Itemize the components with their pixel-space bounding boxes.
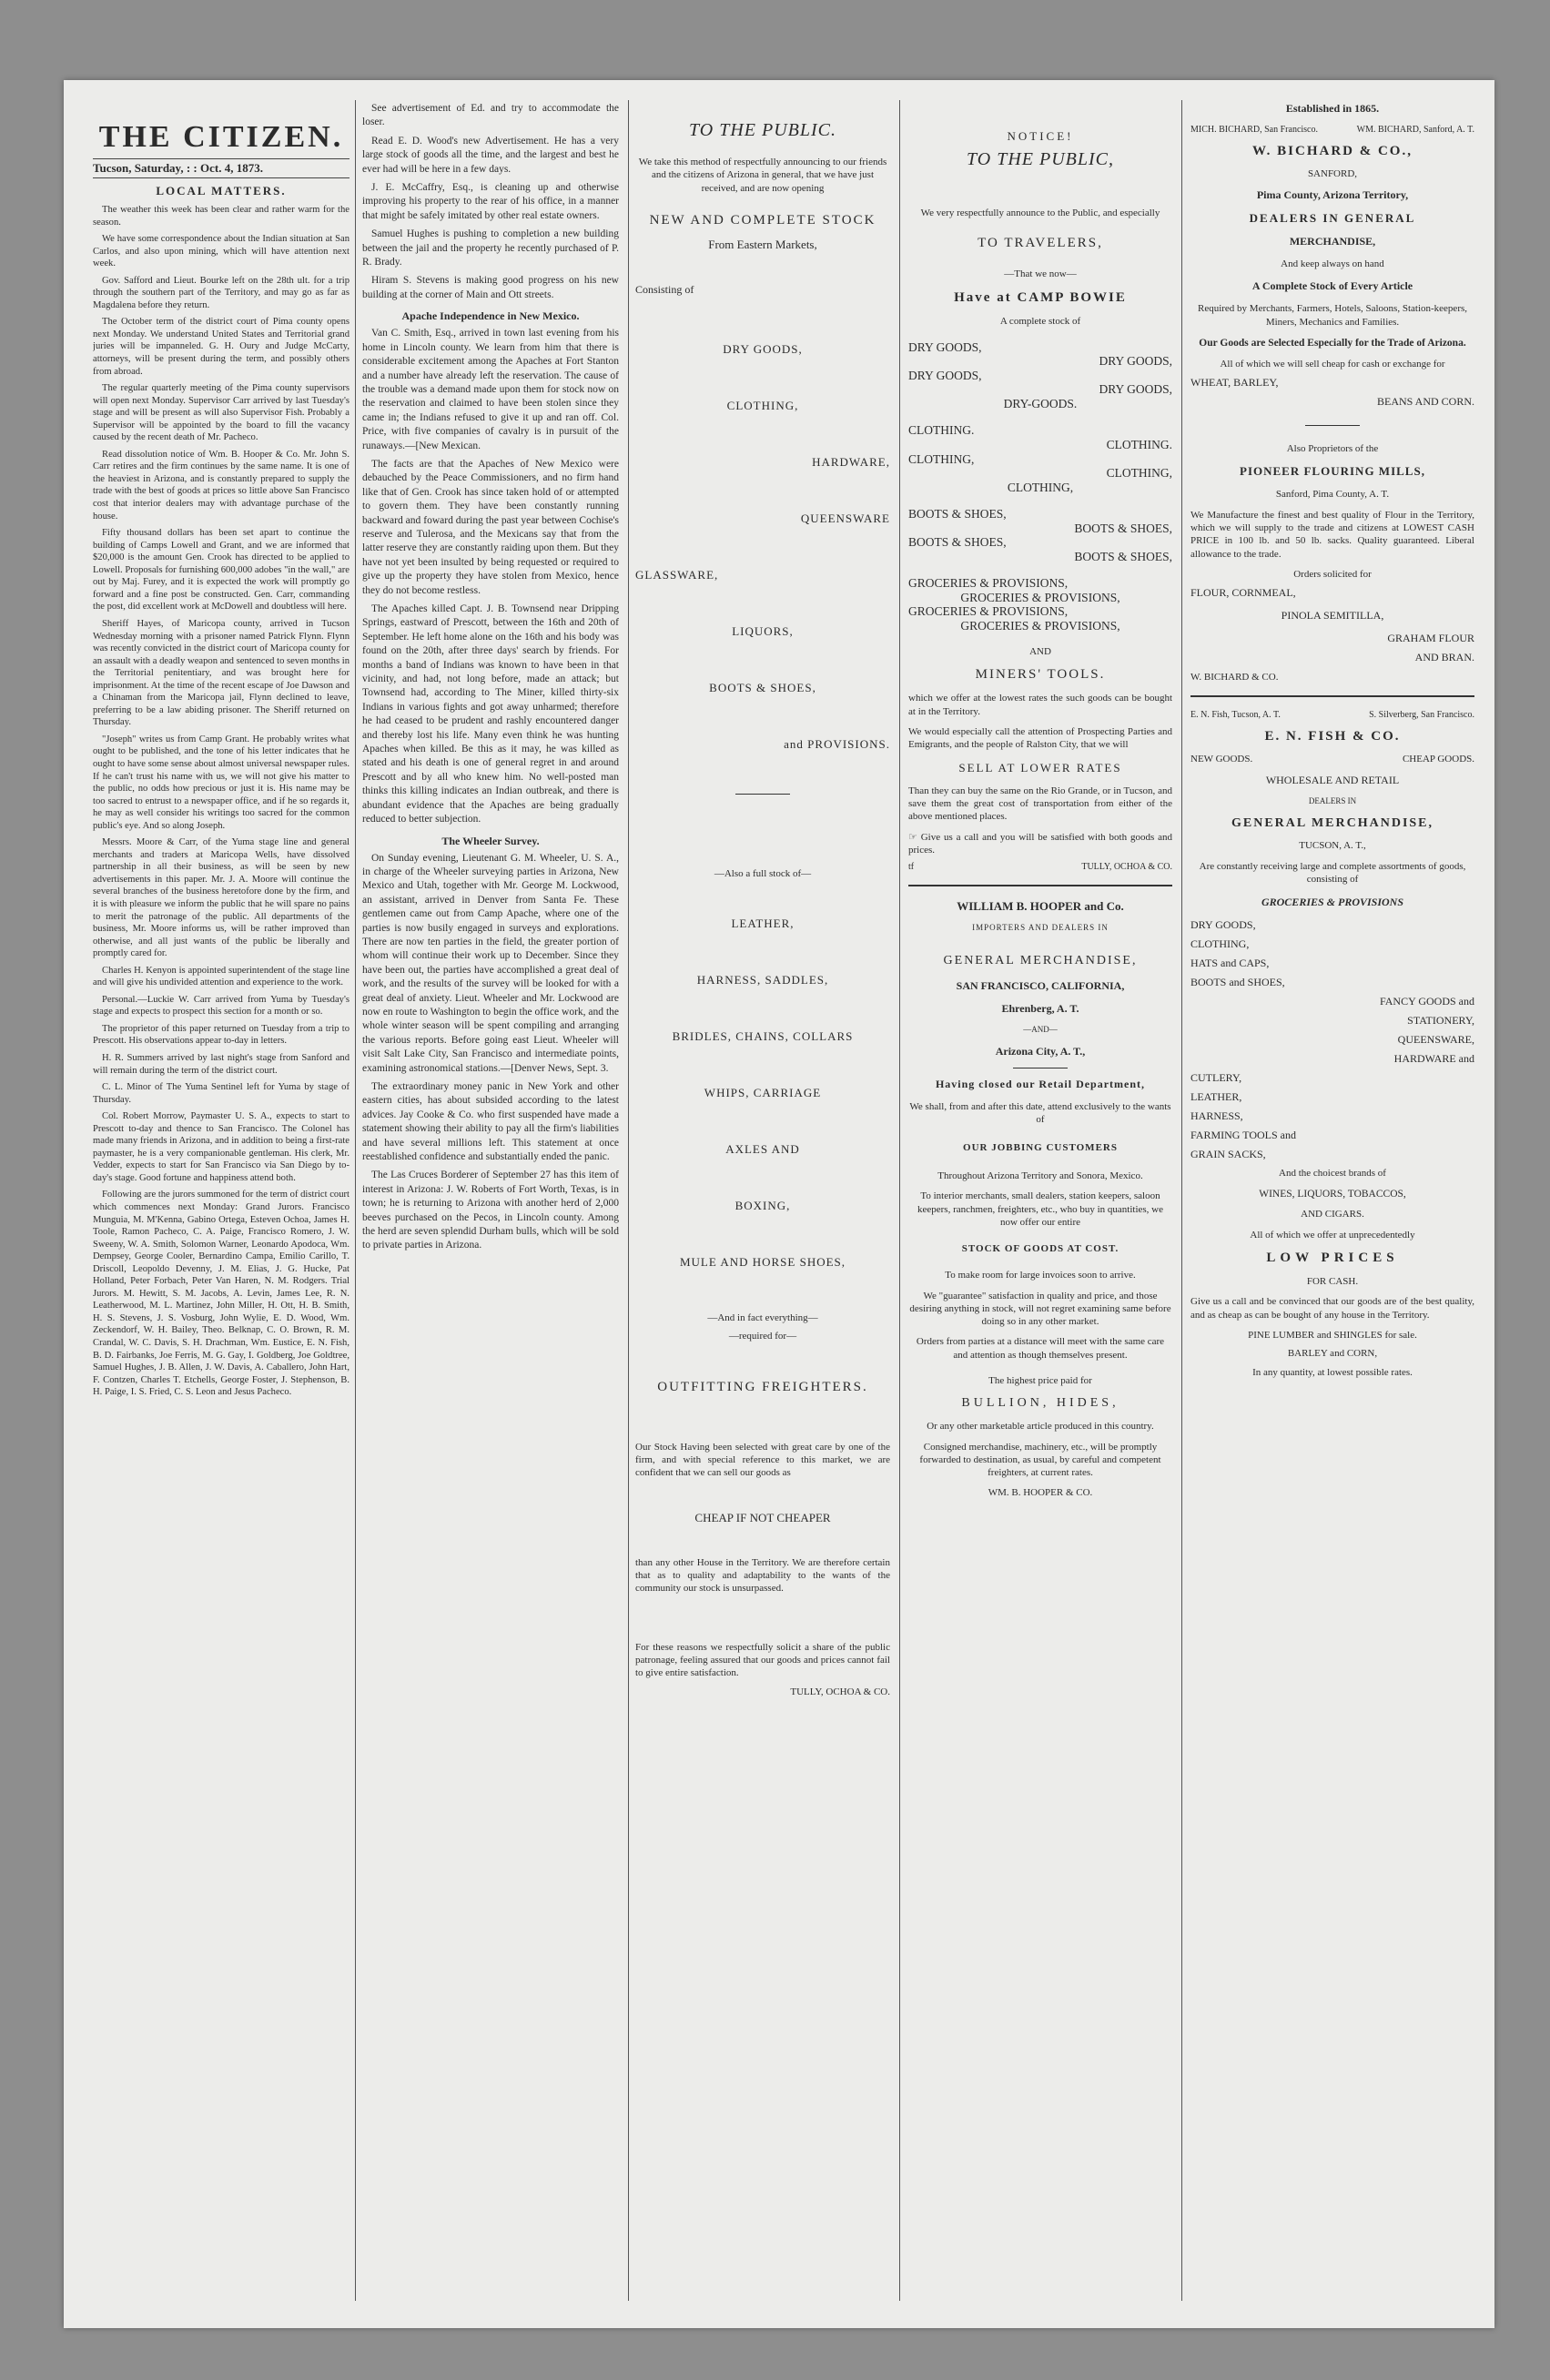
repeated-goods-line: DRY GOODS,	[1099, 382, 1172, 397]
local-item: Personal.—Luckie W. Carr arrived from Yuma by Tuesday's stage and expects to prospect this section for a month or so.	[93, 994, 350, 1018]
hooper-ehrenberg: Ehrenberg, A. T.	[1001, 1001, 1079, 1015]
fish-pine: PINE LUMBER and SHINGLES for sale.	[1248, 1330, 1417, 1342]
bichard-established: Established in 1865.	[1285, 102, 1380, 115]
repeated-goods-line: BOOTS & SHOES,	[1074, 521, 1172, 535]
goods-item: GLASSWARE,	[635, 567, 719, 582]
goods-item: BOOTS & SHOES,	[709, 680, 816, 694]
goods-item: BOOTS and SHOES,	[1190, 975, 1285, 988]
hooper-arizona-city: Arizona City, A. T.,	[995, 1044, 1086, 1058]
notice-give: ☞ Give us a call and you will be satisfied with both goods and prices.	[908, 831, 1172, 856]
goods-item: GRAIN SACKS,	[1190, 1147, 1266, 1160]
bichard-required: Required by Merchants, Farmers, Hotels, Saloons, Station-keepers, Miners, Mechanics and Families.	[1197, 303, 1468, 328]
fish-quantity: In any quantity, at lowest possible rates.	[1252, 1366, 1413, 1378]
bichard-firm: W. BICHARD & CO.,	[1252, 144, 1413, 158]
local-item: Charles H. Kenyon is appointed superintendent of the stage line and will give his undivided attention and experience to the work.	[93, 965, 350, 988]
local-item: We have some correspondence about the Indian situation at San Carlos, and also upon mining, which will have attention next week.	[93, 234, 350, 269]
fish-barley: BARLEY and CORN,	[1287, 1348, 1378, 1360]
bichard-mich: MICH. BICHARD, San Francisco.	[1190, 125, 1318, 135]
bichard-sanford2: Sanford, Pima County, A. T.	[1275, 489, 1390, 501]
hooper-signature: WM. B. HOOPER & CO.	[988, 1486, 1093, 1498]
fish-tucson: TUCSON, A. T.,	[1299, 839, 1366, 851]
fish-right: S. Silverberg, San Francisco.	[1369, 710, 1474, 721]
goods-item: LEATHER,	[1190, 1089, 1242, 1103]
repeated-goods-line: BOOTS & SHOES,	[908, 535, 1007, 550]
ad-goods-list	[635, 342, 890, 752]
wheeler-heading: The Wheeler Survey.	[441, 834, 540, 847]
apache-heading: Apache Independence in New Mexico.	[401, 309, 580, 323]
goods-item: FARMING TOOLS and	[1190, 1128, 1297, 1141]
goods-item: CUTLERY,	[1190, 1070, 1242, 1084]
local-item: Messrs. Moore & Carr, of the Yuma stage line and general merchants and traders at Maricopa Wells, have dissolved partnership in all their business, as will be seen by new advertisements in this paper. Mr. J. A. Moore will continue the several branches of the business heretofore done by the firm, and it is with pleasure we inform the public that he will spare no pains to merit the patronage of the public. All departments of the business, Mr. Moore informs us, will be rather improved than otherwise, and all just wants of the public be liberally and promptly cared for.	[93, 837, 350, 959]
local-item: "Joseph" writes us from Camp Grant. He probably writes what ought to be published, and the tone of his letter indicates that he ought to have some sense about almost universal newspaper rules. If he can't trust his name with us, we will not give his matter to the public, no odds how precious or just it is. His name may be too sacred to entrust to a newspaper office, and if he so regards it, he may as well consider his writings too sacred for the common public's eye. And so along Joseph.	[93, 734, 350, 831]
hooper-and: —AND—	[1023, 1024, 1058, 1034]
goods-item: AXLES AND	[725, 1142, 800, 1157]
news-item: Read E. D. Wood's new Advertisement. He has a very large stock of goods all the time, and the largest and best he ever had will be here in a few days.	[362, 135, 619, 175]
local-items	[93, 204, 350, 1399]
local-item: Col. Robert Morrow, Paymaster U. S. A., expects to start to Prescott to-day and thence to San Francisco. The Colonel has made many friends in Arizona, and in addition to being a first-rate paymaster, he is a very companionable gentleman. His clerk, Mr. Vedder, expects to start for San Francisco via San Diego by to-day's stage. Good fortune and happiness attend both.	[93, 1111, 350, 1183]
local-matters-heading: LOCAL MATTERS.	[156, 184, 287, 197]
news-item: Van C. Smith, Esq., arrived in town last evening from his home in Lincoln county. We learn from him that there is considerable excitement among the Apaches at Fort Stanton and a number have already left the reservation. The cause of the trouble was a demand made upon them for stock now on the reservation and claimed to have been stolen since they came in; the Indians refused to give it up and ran off. Col. Price, with five companies of cavalry is in pursuit of the runaways.—[New Mexican.	[362, 328, 619, 451]
fish-general: GENERAL MERCHANDISE,	[1231, 815, 1434, 830]
hooper-orders: Orders from parties at a distance will meet with the same care and attention as though themselves present.	[916, 1336, 1165, 1361]
goods-item: HARNESS, SADDLES,	[696, 973, 829, 987]
news-item: The facts are that the Apaches of New Mexico were debauched by the Peace Commissioners, and no firm hand like that of Gen. Crook has since taken hold of or attempted to govern them. They have been constantly running backward and foward during the past year between Cochise's reserve and Tulerosa, and the Mexicans say that from the latter reserve they are constantly raiding upon them. But they have not yet been insulted by being requested or required to give up the property they have stolen from Mexico, hence they do not become restless.	[362, 458, 619, 596]
repeated-goods-line: CLOTHING,	[908, 451, 975, 466]
fish-cheap-goods: CHEAP GOODS.	[1402, 754, 1474, 765]
notice-heading: NOTICE!	[1007, 129, 1074, 143]
hooper-sf: SAN FRANCISCO, CALIFORNIA,	[956, 978, 1125, 992]
news-item: The Apaches killed Capt. J. B. Townsend near Dripping Springs, eastward of Prescott, between the 16th and 20th of September. He left home alone on the 16th and his body was found on the 20th, after three days' search by friends. For months a band of Indians was known to have been in that vicinity, and had, not long before, made an attack; but Townsend had, according to The Miner, killed thirty-six Indians in various fights and got away unharmed; therefore he had ceased to be prudent and rashly encountered danger and thereby lost his life. Many even think he was hunting Apaches when killed. Be this as it may, he was killed as stated and his death is one of general regret in and around Prescott and by all who knew him. No well-posted man thinks this killing indicates an Indian outbreak, and there is abundant evidence that the Apaches are being gradually reduced to better subjection.	[362, 603, 619, 825]
column-bichard-fish	[1190, 102, 1474, 2301]
hooper-interior: To interior merchants, small dealers, station keepers, saloon keepers, ranchmen, freighters, etc., who buy in quantities, we now offer our entire	[917, 1190, 1164, 1228]
column-rule	[628, 100, 629, 2301]
divider	[1190, 695, 1474, 697]
local-item: Following are the jurors summoned for the term of district court which commences next Monday: Grand Jurors. Francisco Munguia, M. M'Kenna, Gabino Ortega, Esteven Ochoa, James H. Toole, Ramon Pacheco, C. A. Paige, Francisco Romero, J. W. Sweeny, W. A. Smith, Solomon Warner, Leonardo Apodoca, Wm. Dempsey, George Cooler, Bernardino Campa, Emilio Carillo, T. Driscoll, Leopoldo Devenny, J. M. Elias, J. G. Hucke, Pat Holland, Peter Forbach, Peter Van Haren, N. M. Rodgers. Trial Jurors. M. Hewitt, S. M. Jacobs, A. Levin, James Lee, R. N. Leatherwood, M. L. Martinez, John Miller, H. Ott, H. B. Smith, H. S. Stevens, J. S. Vosburg, John Wylie, E. D. Wood, Wm. Zeckendorf, W. H. Bailey, Theo. Belknap, C. O. Brown, R. M. Crandal, W. C. Davis, S. H. Drachman, Wm. Eustice, E. N. Fish, B. D. Fairbanks, Joe Ferris, M. G. Gay, I. Goldberg, Joe Goldtree, Samuel Hughes, J. B. Allen, J. W. Davis, A. Caballero, John Hart, F. Contzen, Charles T. Etchells, George Foster, J. Stephenson, B. H. Paige, I. S. Fried, C. S. Leon and Jesus Pacheco.	[93, 1190, 350, 1398]
goods-item: CLOTHING,	[1190, 937, 1250, 950]
local-item: Sheriff Hayes, of Maricopa county, arrived in Tucson Wednesday morning with a prisoner named Patrick Flynn. Flynn was recently convicted in the district court of Maricopa county for an assault with a deadly weapon and sentenced to seven months in the Territorial penitentiary, and was brought here for imprisonment. At the time of the recent escape of Joe Dawson and a Chinaman from the Maricopa jail, Flynn declined to leave, preferring to be a law abiding prisoner. The Sheriff returned on Thursday.	[93, 618, 350, 728]
hooper-importers: IMPORTERS AND DEALERS IN	[972, 923, 1109, 933]
divider	[908, 885, 1172, 886]
ad-signature: TULLY, OCHOA & CO.	[790, 1686, 890, 1698]
newspaper-page	[64, 80, 1494, 2328]
notice-clothing	[908, 423, 1172, 494]
wheeler-items	[362, 852, 619, 1253]
bichard-also-prop: Also Proprietors of the	[1286, 443, 1379, 455]
local-item: The regular quarterly meeting of the Pima county supervisors will open next Monday. Supervisor Carr arrived by last Tuesday's stage and will be present as will also Supervisor Fish. Probably a Supervisor will be appointed by the board to fill the vacancy caused by the recent death of Mr. Pacheco.	[93, 383, 350, 443]
fish-new-goods: NEW GOODS.	[1190, 754, 1253, 765]
news-item: Hiram S. Stevens is making good progress on his new building at the corner of Main and Ott streets.	[362, 275, 619, 300]
goods-item: LEATHER,	[731, 917, 795, 931]
fish-for-cash: FOR CASH.	[1306, 1276, 1359, 1288]
bichard-merchandise: MERCHANDISE,	[1289, 235, 1376, 248]
notice-intro: We very respectfully announce to the Public, and especially	[920, 208, 1160, 218]
goods-item: QUEENSWARE,	[1397, 1032, 1474, 1046]
ad-from-line: From Eastern Markets,	[708, 237, 817, 251]
fish-wines: WINES, LIQUORS, TOBACCOS,	[1259, 1188, 1406, 1200]
repeated-goods-line: GROCERIES & PROVISIONS,	[908, 604, 1069, 619]
notice-complete: A complete stock of	[999, 315, 1081, 327]
notice-miners: MINERS' TOOLS.	[975, 667, 1106, 683]
bichard-complete: A Complete Stock of Every Article	[1251, 279, 1413, 293]
repeated-goods-line: CLOTHING.	[1106, 437, 1172, 451]
ad-stock-line: NEW AND COMPLETE STOCK	[649, 212, 876, 228]
ad-intro: We take this method of respectfully announcing to our friends and the citizens of Arizona in general, that we have just received, and are now opening	[638, 157, 887, 194]
hooper-throughout: Throughout Arizona Territory and Sonora, Mexico.	[937, 1170, 1143, 1182]
goods-item: DRY GOODS,	[1190, 917, 1256, 931]
ad-than: than any other House in the Territory. We are therefore certain that as to quality and adaptability to the wants of the community our stock is unsurpassed.	[635, 1556, 890, 1595]
hooper-highest: The highest price paid for	[988, 1375, 1092, 1387]
notice-and: AND	[1029, 646, 1051, 658]
repeated-goods-line: GROCERIES & PROVISIONS,	[908, 576, 1069, 591]
goods-item: HARDWARE and	[1393, 1051, 1474, 1065]
bichard-graham: GRAHAM FLOUR	[1387, 632, 1474, 645]
goods-item: HARNESS,	[1190, 1109, 1243, 1122]
notice-than: Than they can buy the same on the Rio Grande, or in Tucson, and save them the great cost of transportation from either of the above mentioned places.	[908, 785, 1172, 823]
hooper-we-shall: We shall, from and after this date, attend exclusively to the wants of	[909, 1100, 1171, 1125]
ad-required: —required for—	[728, 1331, 797, 1342]
bichard-selected: Our Goods are Selected Especially for the Trade of Arizona.	[1199, 337, 1466, 349]
local-item: H. R. Summers arrived by last night's stage from Sanford and will remain during the term of the district court.	[93, 1053, 350, 1076]
hooper-general: GENERAL MERCHANDISE,	[943, 953, 1138, 967]
fish-wholesale: WHOLESALE AND RETAIL	[1265, 774, 1400, 787]
fish-goods-row	[1190, 754, 1474, 765]
fish-choicest: And the choicest brands of	[1279, 1167, 1386, 1179]
goods-item: MULE AND HORSE SHOES,	[679, 1255, 846, 1270]
fish-dealers-in: DEALERS IN	[1308, 796, 1357, 806]
bichard-wheat: WHEAT, BARLEY,	[1190, 376, 1279, 390]
goods-item: HARDWARE,	[812, 454, 890, 469]
news-item: The Las Cruces Borderer of September 27 has this item of interest in Arizona: J. W. Roberts of Fort Worth, Texas, is in town; he is returning to Arizona with another herd of 2,000 beeves purchased on the Pecos, in Lincoln county. Among the herd are seven splendid Durham bulls, which will be sold to private parties in Arizona.	[362, 1170, 619, 1251]
repeated-goods-line: GROCERIES & PROVISIONS,	[960, 618, 1120, 633]
bichard-flour: FLOUR, CORNMEAL,	[1190, 586, 1296, 600]
repeated-goods-line: DRY GOODS,	[908, 368, 982, 382]
notice-that: —That we now—	[1004, 268, 1077, 280]
dateline: Tucson, Saturday, : : Oct. 4, 1873.	[93, 158, 350, 178]
notice-signature-row	[908, 862, 1172, 872]
hooper-jobbing: OUR JOBBING CUSTOMERS	[963, 1142, 1118, 1154]
repeated-goods-line: BOOTS & SHOES,	[908, 507, 1007, 522]
notice-title: TO THE PUBLIC,	[967, 149, 1114, 169]
ad-reasons: For these reasons we respectfully solicit a share of the public patronage, feeling assured that our goods and prices cannot fail to give entire satisfaction.	[635, 1641, 890, 1679]
goods-item: HATS and CAPS,	[1190, 956, 1270, 969]
local-item: Read dissolution notice of Wm. B. Hooper & Co. Mr. John S. Carr retires and the firm continues by the same name. It is one of the heaviest in Arizona, and is constantly prepared to supply the trade with the best of goods at prices so little above San Francisco cost that interior dealers may with advantage purchase of the house.	[93, 449, 350, 522]
fish-partners	[1190, 710, 1474, 720]
hooper-title: WILLIAM B. HOOPER and Co.	[957, 899, 1124, 914]
notice-which: which we offer at the lowest rates the such goods can be bought at in the Territory.	[908, 693, 1172, 717]
notice-dry-goods	[908, 340, 1172, 411]
notice-travelers: TO TRAVELERS,	[978, 236, 1103, 251]
news-item: On Sunday evening, Lieutenant G. M. Wheeler, U. S. A., in charge of the Wheeler surveying parties in Arizona, New Mexico and Utah, together with Mr. George M. Lockwood, an assistant, arrived in Denver from Santa Fe. These gentlemen came out from Camp Apache, where one of the parties is now busily engaged in surveys and explorations. There are now ten parties in the field, the greater portion of whom will continue their work up to December. Since they have been out, the parties have accomplished a great deal of work, and the results of the survey will be looked for with a great deal of anxiety. Lieut. Wheeler and Mr. Lockwood are now en route to Washington to begin the office work, and the whole winter season will be spent compiling and arranging the various reports. Before going east Lieut. Wheeler will visit Salt Lake City, San Francisco and intermediate points, examining astronomical stations.—[Denver News, Sept. 3.	[362, 852, 619, 1074]
repeated-goods-line: CLOTHING,	[1106, 466, 1172, 481]
repeated-goods-line: DRY-GOODS.	[1003, 396, 1078, 410]
goods-item: WHIPS, CARRIAGE	[704, 1086, 822, 1100]
ad-title: TO THE PUBLIC.	[689, 120, 836, 140]
fish-cigars: AND CIGARS.	[1301, 1208, 1364, 1220]
fish-goods-list	[1190, 918, 1474, 1161]
goods-item: QUEENSWARE	[800, 511, 890, 525]
local-item: The proprietor of this paper returned on Tuesday from a trip to Prescott. His observations appear to-day in letters.	[93, 1023, 350, 1047]
hooper-stock-cost: STOCK OF GOODS AT COST.	[961, 1243, 1119, 1255]
ad-also: —Also a full stock of—	[714, 867, 812, 879]
fish-left: E. N. Fish, Tucson, A. T.	[1190, 710, 1281, 721]
bichard-pioneer: PIONEER FLOURING MILLS,	[1240, 464, 1425, 479]
bichard-signature: W. BICHARD & CO.	[1190, 672, 1279, 684]
local-item: The October term of the district court of Pima county opens next Monday. We understand United States and Territorial grand juries will be impanneled. G. H. Oury and Judge McCarty, attorneys, will be present during the term, and possibly others from abroad.	[93, 317, 350, 377]
ad-our-stock: Our Stock Having been selected with great care by one of the firm, and with special reference to this market, we are confident that we can sell our goods as	[635, 1441, 890, 1479]
goods-item: STATIONERY,	[1407, 1013, 1474, 1027]
bichard-pinola: PINOLA SEMITILLA,	[1281, 609, 1384, 623]
divider	[1305, 425, 1360, 426]
notice-have-at: Have at CAMP BOWIE	[954, 289, 1127, 305]
notice-tf: tf	[908, 862, 915, 873]
divider	[735, 794, 790, 795]
goods-item: FANCY GOODS and	[1379, 994, 1474, 1008]
bichard-keep: And keep always on hand	[1281, 258, 1384, 269]
fish-give-call: Give us a call and be convinced that our goods are of the best quality, and as cheap as can be bought of any house in the Territory.	[1190, 1296, 1474, 1321]
news-item: See advertisement of Ed. and try to accommodate the loser.	[362, 103, 619, 128]
news-item: The extraordinary money panic in New York and other eastern cities, has about subsided according to the latest advices. Jay Cooke & Co. who first suspended have made a statement showing their ability to pay all the firm's liabilities and have several millions left. This statement at once reestablished confidence and substantially ended the panic.	[362, 1081, 619, 1163]
column-tully-ochoa-ad	[635, 102, 890, 2301]
notice-boots	[908, 507, 1172, 563]
goods-item: DRY GOODS,	[723, 341, 803, 356]
repeated-goods-line: CLOTHING.	[908, 423, 975, 438]
column-rule	[899, 100, 900, 2301]
goods-item: CLOTHING,	[726, 398, 799, 412]
fish-low-prices: LOW PRICES	[1266, 1251, 1399, 1266]
local-item: C. L. Minor of The Yuma Sentinel left for Yuma by stage of Thursday.	[93, 1082, 350, 1105]
news-item: J. E. McCaffry, Esq., is cleaning up and otherwise improving his property to the rear of his office, in a manner that might be safely imitated by other real estate owners.	[362, 182, 619, 221]
hooper-bullion: BULLION, HIDES,	[961, 1396, 1119, 1411]
fish-groceries: GROCERIES & PROVISIONS	[1261, 895, 1404, 908]
hooper-make-room: To make room for large invoices soon to arrive.	[945, 1270, 1136, 1281]
notice-groceries	[908, 576, 1172, 633]
goods-item: BRIDLES, CHAINS, COLLARS	[672, 1029, 854, 1044]
news-item: Samuel Hughes is pushing to completion a new building between the jail and the property he recently purchased of P. R. Brady.	[362, 228, 619, 268]
local-item: Fifty thousand dollars has been set apart to continue the building of Camps Lowell and Grant, and we are informed that $20,000 is the amount Gen. Crook has directed to be applied to Lowell. Proposals for furnishing 600,000 adobes "in the wall," are out by Maj. Furey, and it is expected the work will promptly go forward and a fine post be constructed. Gen. Carr, commanding the post, did excellent work at McDowell and doubtless will here.	[93, 528, 350, 613]
bichard-dealers: DEALERS IN GENERAL	[1249, 211, 1416, 225]
hooper-closed: Having closed our Retail Department,	[935, 1077, 1146, 1090]
bichard-pima: Pima County, Arizona Territory,	[1256, 188, 1409, 201]
notice-especially: We would especially call the attention of Prospecting Parties and Emigrants, and the people of Ralston City, that we will	[908, 726, 1172, 751]
fish-receiving: Are constantly receiving large and complete assortments of goods, consisting of	[1199, 860, 1466, 886]
column-rule	[1181, 100, 1182, 2301]
local-item: Gov. Safford and Lieut. Bourke left on the 28th ult. for a trip through the southern part of the Territory, and may go as far as Magdalena before they return.	[93, 275, 350, 310]
ad-more-goods	[635, 917, 890, 1270]
bichard-all-of: All of which we will sell cheap for cash or exchange for	[1220, 358, 1445, 370]
goods-item: BOXING,	[734, 1199, 791, 1213]
local-item: The weather this week has been clear and rather warm for the season.	[93, 205, 350, 228]
column-rule	[355, 100, 356, 2301]
bichard-beans: BEANS AND CORN.	[1376, 395, 1474, 409]
bichard-partners	[1190, 125, 1474, 135]
repeated-goods-line: CLOTHING,	[1007, 480, 1074, 494]
hooper-consigned: Consigned merchandise, machinery, etc., will be promptly forwarded to destination, as usual, by careful and competent freighters, at current rates.	[919, 1441, 1161, 1479]
notice-signature: TULLY, OCHOA & CO.	[1081, 862, 1172, 873]
masthead: THE CITIZEN.	[98, 120, 344, 154]
bichard-orders: Orders solicited for	[1293, 568, 1372, 580]
fish-all-offer: All of which we offer at unprecedentedly	[1250, 1229, 1415, 1241]
ad-consisting: Consisting of	[635, 282, 694, 296]
news-items-top	[362, 102, 619, 302]
goods-item: LIQUORS,	[732, 623, 794, 638]
hooper-marketable: Or any other marketable article produced in this country.	[927, 1421, 1154, 1433]
ad-outfitting: OUTFITTING FREIGHTERS.	[657, 1379, 868, 1394]
bichard-bran: AND BRAN.	[1414, 651, 1474, 664]
fish-firm: E. N. FISH & CO.	[1264, 729, 1401, 744]
hooper-guarantee: We "guarantee" satisfaction in quality and price, and those desiring anything in stock, will not regret examining same before doing so in any other market.	[909, 1290, 1171, 1328]
repeated-goods-line: BOOTS & SHOES,	[1074, 549, 1172, 563]
bichard-wm: WM. BICHARD, Sanford, A. T.	[1356, 125, 1474, 135]
column-notice-hooper	[908, 102, 1172, 2301]
goods-item: and PROVISIONS.	[784, 736, 890, 751]
repeated-goods-line: GROCERIES & PROVISIONS,	[960, 590, 1120, 604]
repeated-goods-line: DRY GOODS,	[1099, 354, 1172, 369]
notice-sell: SELL AT LOWER RATES	[958, 760, 1122, 775]
apache-items	[362, 327, 619, 826]
bichard-sanford: SANFORD,	[1307, 168, 1358, 179]
repeated-goods-line: DRY GOODS,	[908, 339, 982, 354]
ad-cheap: CHEAP IF NOT CHEAPER	[694, 1510, 831, 1524]
ad-everything: —And in fact everything—	[707, 1312, 818, 1324]
column-news	[362, 102, 619, 2301]
column-local-matters	[93, 102, 350, 2301]
bichard-manufacture: We Manufacture the finest and best quality of Flour in the Territory, which we will supply to the trade and citizens at LOWEST CASH PRICE in 100 lb. and 50 lb. sacks. Quality guaranteed. Liberal allowance to the trade.	[1190, 509, 1474, 560]
